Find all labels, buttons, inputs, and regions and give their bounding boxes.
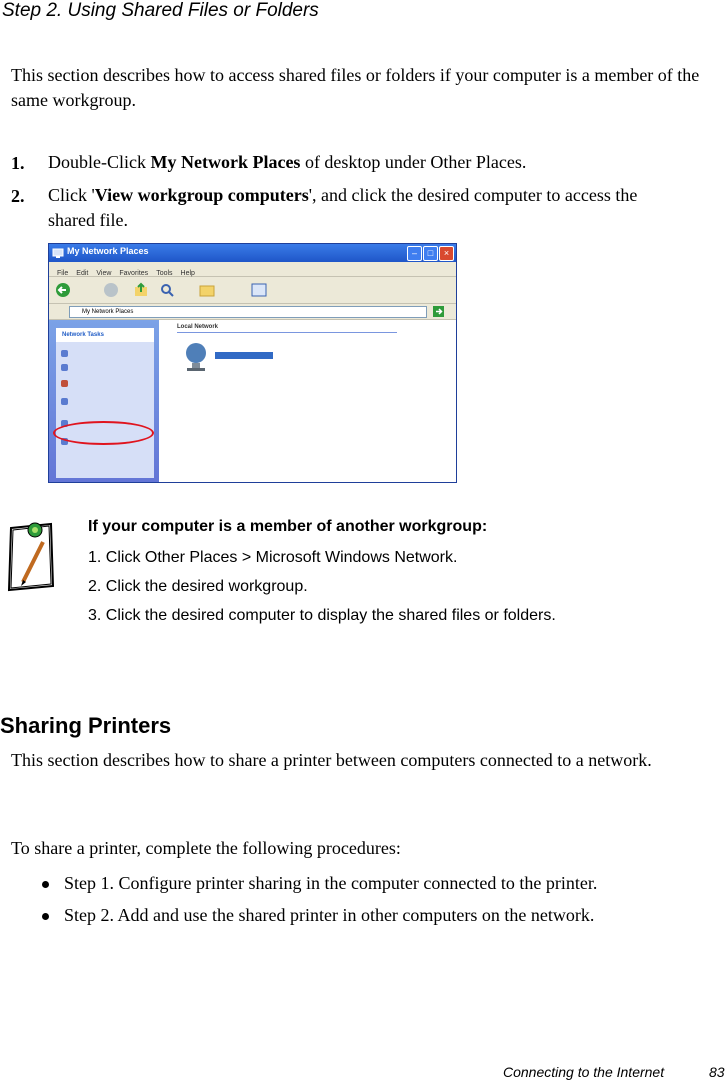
close-button[interactable]: ×: [439, 246, 454, 261]
address-bar: [49, 304, 456, 320]
task-pane: [49, 320, 159, 482]
intro-paragraph: This section describes how to access shared files or folders if your computer is a member of the same workgroup.: [11, 65, 700, 110]
page-number: 83: [709, 1064, 725, 1080]
menu-bar: [49, 262, 456, 277]
network-workgroup-icon[interactable]: [181, 340, 211, 372]
group-divider: [177, 332, 397, 333]
menu-file[interactable]: File: [57, 270, 69, 277]
note-line: 2. Click the desired workgroup.: [88, 578, 308, 595]
sharing-printers-heading: Sharing Printers: [0, 713, 172, 738]
minimize-button[interactable]: –: [407, 246, 422, 261]
step-text: Double-Click My Network Places of desktop under Other Places.: [48, 152, 527, 172]
views-icon[interactable]: [251, 282, 269, 298]
maximize-button[interactable]: □: [423, 246, 438, 261]
window-titlebar: [49, 244, 456, 262]
address-input[interactable]: My Network Places: [69, 306, 427, 318]
note-line: 3. Click the desired computer to display the shared files or folders.: [88, 607, 556, 624]
sharing-description: This section describes how to share a printer between computers connected to a network.: [11, 750, 652, 770]
go-icon[interactable]: [433, 306, 444, 317]
search-icon[interactable]: [159, 282, 175, 298]
menu-edit[interactable]: Edit: [76, 270, 89, 277]
window-title: My Network Places: [67, 246, 149, 256]
back-icon[interactable]: [55, 282, 71, 298]
task-item[interactable]: [61, 380, 146, 387]
up-icon[interactable]: [133, 282, 149, 298]
workgroup-label-highlight[interactable]: [215, 352, 273, 359]
content-pane: [159, 320, 456, 482]
note-heading: If your computer is a member of another workgroup:: [88, 518, 488, 535]
step-number: 1.: [11, 153, 25, 173]
task-item[interactable]: [61, 398, 146, 405]
network-places-icon: [52, 247, 64, 259]
step-text: Click 'View workgroup computers', and click the desired computer to access the shared file.: [48, 185, 638, 230]
folders-icon[interactable]: [199, 282, 215, 298]
note-line: 1. Click Other Places > Microsoft Windows Network.: [88, 549, 458, 566]
footer-chapter: Connecting to the Internet: [503, 1064, 665, 1080]
menu-favorites[interactable]: Favorites: [119, 270, 149, 277]
procedures-intro: To share a printer, complete the following procedures:: [11, 838, 401, 858]
highlight-circle: [53, 421, 154, 445]
toolbar: [49, 277, 456, 304]
menu-help[interactable]: Help: [180, 270, 195, 277]
task-pane-header: Network Tasks: [56, 328, 154, 342]
my-network-places-screenshot: [48, 243, 457, 483]
menu-view[interactable]: View: [96, 270, 112, 277]
task-item[interactable]: [61, 350, 146, 357]
step-number: 2.: [11, 186, 25, 206]
bullet-dot: [42, 913, 49, 920]
note-pad-icon: [3, 514, 57, 596]
menu-tools[interactable]: Tools: [156, 270, 173, 277]
group-heading: Local Network: [177, 324, 219, 330]
bullet-item: Step 2. Add and use the shared printer in other computers on the network.: [64, 905, 595, 925]
bullet-dot: [42, 881, 49, 888]
forward-icon[interactable]: [103, 282, 119, 298]
bullet-item: Step 1. Configure printer sharing in the computer connected to the printer.: [64, 873, 598, 893]
task-item[interactable]: [61, 364, 146, 371]
section-heading: Step 2. Using Shared Files or Folders: [2, 0, 319, 21]
